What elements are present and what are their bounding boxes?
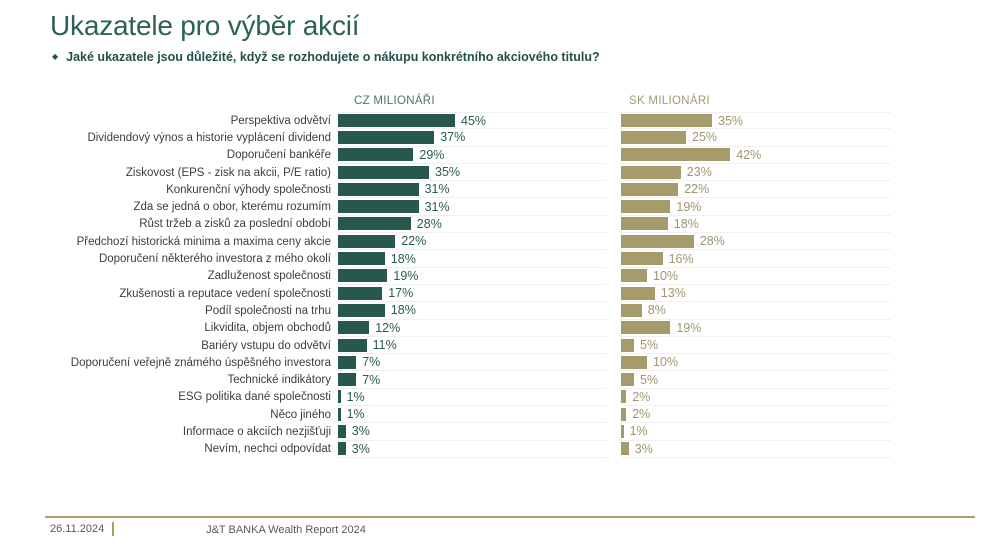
category-label: Technické indikátory (227, 374, 331, 387)
column-gap (606, 129, 621, 146)
cz-bar (338, 321, 369, 334)
sk-value-label: 3% (634, 441, 653, 456)
cz-bar-cell (338, 371, 606, 388)
sk-value-label: 25% (692, 130, 718, 145)
cz-value-label: 17% (388, 286, 414, 301)
cz-bar-cell (338, 285, 606, 302)
sk-bar-cell (621, 320, 891, 337)
cz-column-header: CZ MILIONÁŘI (354, 95, 435, 107)
sk-value-label: 1% (629, 424, 648, 439)
cz-bar (338, 183, 419, 196)
cz-value-label: 35% (435, 165, 461, 180)
footer-report-title: J&T BANKA Wealth Report 2024 (206, 524, 366, 536)
cz-bar (338, 114, 455, 127)
column-gap (606, 285, 621, 302)
column-gap (606, 389, 621, 406)
sk-bar (621, 114, 712, 127)
chart-row (50, 268, 891, 285)
cz-bar-cell (338, 129, 606, 146)
sk-bar-cell (621, 371, 891, 388)
category-label: Bariéry vstupu do odvětví (201, 339, 331, 352)
cz-value-label: 7% (362, 355, 381, 370)
cz-bar (338, 390, 341, 403)
sk-bar-cell (621, 337, 891, 354)
cz-bar (338, 304, 385, 317)
cz-bar (338, 131, 434, 144)
cz-bar (338, 408, 341, 421)
sk-bar-cell (621, 302, 891, 319)
cz-value-label: 11% (372, 338, 397, 352)
cz-bar (338, 148, 413, 161)
category-label: Perspektiva odvětví (230, 114, 331, 127)
chart-row (50, 216, 891, 233)
column-gap (606, 250, 621, 267)
category-label: Předchozí historická minima a maxima ceny akcie (76, 235, 331, 248)
chart-row (50, 285, 891, 302)
sk-bar-cell (621, 181, 891, 198)
cz-bar (338, 217, 411, 230)
sk-bar-cell (621, 250, 891, 267)
sk-bar-cell (621, 268, 891, 285)
column-gap (606, 268, 621, 285)
cz-bar-cell (338, 198, 606, 215)
sk-bar (621, 425, 624, 438)
cz-bar-cell (338, 389, 606, 406)
chart-row (50, 406, 891, 423)
cz-bar (338, 442, 346, 455)
cz-value-label: 1% (346, 407, 365, 422)
column-gap (606, 441, 621, 458)
cz-value-label: 18% (390, 303, 416, 318)
sk-bar-cell (621, 406, 891, 423)
chart-row (50, 164, 891, 181)
sk-bar-cell (621, 389, 891, 406)
category-label: Konkurenční výhody společnosti (166, 183, 331, 196)
sk-bar (621, 217, 668, 230)
category-label: Nevím, nechci odpovídat (204, 443, 331, 456)
subtitle-question: Jaké ukazatele jsou důležité, když se rozhodujete o nákupu konkrétního akciového titulu? (66, 50, 600, 64)
sk-bar-cell (621, 285, 891, 302)
cz-bar-cell (338, 406, 606, 423)
sk-bar-cell (621, 147, 891, 164)
sk-bar-cell (621, 233, 891, 250)
sk-bar-cell (621, 129, 891, 146)
chart-row (50, 337, 891, 354)
footer-divider-tick (112, 522, 114, 536)
chart-row (50, 147, 891, 164)
cz-bar (338, 200, 419, 213)
category-label: Zadluženost společnosti (207, 270, 331, 283)
sk-value-label: 28% (699, 234, 725, 249)
column-gap (606, 302, 621, 319)
sk-value-label: 2% (632, 407, 651, 422)
cz-bar (338, 339, 367, 352)
sk-value-label: 35% (718, 113, 744, 128)
sk-value-label: 23% (686, 165, 712, 180)
column-gap (606, 164, 621, 181)
chart-row (50, 250, 891, 267)
cz-bar-cell (338, 112, 606, 129)
cz-bar (338, 425, 346, 438)
category-label: Dividendový výnos a historie vyplácení dividend (87, 131, 331, 144)
category-label: Doporučení některého investora z mého okolí (98, 253, 331, 266)
sk-bar (621, 269, 647, 282)
cz-bar-cell (338, 423, 606, 440)
sk-value-label: 10% (653, 355, 679, 370)
column-gap (606, 371, 621, 388)
sk-bar-cell (621, 354, 891, 371)
sk-bar (621, 408, 626, 421)
chart-row (50, 302, 891, 319)
sk-bar (621, 235, 694, 248)
cz-bar-cell (338, 181, 606, 198)
cz-value-label: 19% (393, 268, 419, 283)
footer-rule (45, 516, 975, 518)
category-label: ESG politika dané společnosti (178, 391, 331, 404)
sk-column-header: SK MILIONÁRI (629, 95, 710, 107)
cz-bar-cell (338, 441, 606, 458)
subtitle (52, 50, 600, 64)
sk-bar-cell (621, 164, 891, 181)
sk-bar (621, 252, 663, 265)
cz-value-label: 1% (346, 389, 365, 404)
sk-bar-cell (621, 423, 891, 440)
category-label: Doporučení bankéře (226, 149, 331, 162)
column-gap (606, 233, 621, 250)
column-gap (606, 216, 621, 233)
column-gap (606, 320, 621, 337)
column-gap (606, 406, 621, 423)
sk-bar (621, 200, 670, 213)
sk-value-label: 22% (684, 182, 710, 197)
sk-bar-cell (621, 112, 891, 129)
bar-chart (50, 112, 891, 458)
cz-bar-cell (338, 268, 606, 285)
sk-bar (621, 304, 642, 317)
cz-bar (338, 269, 387, 282)
column-gap (606, 181, 621, 198)
chart-row (50, 423, 891, 440)
category-label: Likvidita, objem obchodů (204, 322, 331, 335)
cz-value-label: 31% (424, 182, 450, 197)
chart-row (50, 181, 891, 198)
column-gap (606, 198, 621, 215)
cz-bar-cell (338, 250, 606, 267)
category-label: Ziskovost (EPS - zisk na akcii, P/E ratio) (125, 166, 331, 179)
sk-bar (621, 166, 681, 179)
sk-value-label: 16% (668, 251, 694, 266)
sk-value-label: 2% (632, 389, 651, 404)
column-gap (606, 337, 621, 354)
category-label: Růst tržeb a zisků za poslední období (139, 218, 331, 231)
column-gap (606, 354, 621, 371)
chart-row (50, 354, 891, 371)
sk-value-label: 8% (647, 303, 666, 318)
cz-value-label: 22% (401, 234, 427, 249)
sk-bar (621, 131, 686, 144)
footer-date: 26.11.2024 (50, 523, 105, 535)
chart-row (50, 233, 891, 250)
cz-value-label: 12% (375, 320, 401, 335)
chart-row (50, 112, 891, 129)
sk-value-label: 18% (673, 216, 699, 231)
cz-value-label: 29% (419, 147, 445, 162)
cz-value-label: 18% (390, 251, 416, 266)
chart-row (50, 389, 891, 406)
cz-bar (338, 287, 382, 300)
category-label: Doporučení veřejně známého úspěšného investora (70, 356, 331, 369)
sk-value-label: 5% (640, 338, 659, 352)
sk-bar (621, 339, 634, 352)
category-label: Něco jiného (270, 408, 331, 421)
column-gap (606, 147, 621, 164)
cz-value-label: 37% (440, 130, 466, 145)
cz-value-label: 7% (362, 372, 381, 387)
sk-bar (621, 442, 629, 455)
cz-bar-cell (338, 302, 606, 319)
chart-row (50, 371, 891, 388)
cz-value-label: 31% (424, 199, 450, 214)
chart-row (50, 198, 891, 215)
category-label: Zkušenosti a reputace vedení společnosti (119, 287, 331, 300)
cz-bar-cell (338, 320, 606, 337)
cz-value-label: 3% (351, 441, 370, 456)
sk-value-label: 13% (660, 286, 686, 301)
cz-bar-cell (338, 164, 606, 181)
cz-bar-cell (338, 233, 606, 250)
chart-row (50, 129, 891, 146)
sk-bar (621, 321, 670, 334)
cz-bar (338, 356, 356, 369)
column-gap (606, 423, 621, 440)
diamond-bullet-icon: ◆ (52, 52, 59, 61)
category-label: Informace o akciích nezjišťuji (182, 425, 331, 438)
sk-value-label: 10% (653, 268, 679, 283)
sk-bar (621, 183, 678, 196)
sk-value-label: 5% (640, 372, 659, 387)
sk-value-label: 19% (676, 199, 702, 214)
sk-value-label: 19% (676, 320, 702, 335)
sk-bar-cell (621, 198, 891, 215)
cz-bar-cell (338, 216, 606, 233)
sk-bar (621, 390, 626, 403)
cz-bar-cell (338, 354, 606, 371)
sk-bar (621, 356, 647, 369)
sk-bar (621, 287, 655, 300)
chart-row (50, 320, 891, 337)
cz-value-label: 28% (416, 216, 442, 231)
cz-bar (338, 373, 356, 386)
cz-bar-cell (338, 337, 606, 354)
cz-value-label: 45% (461, 113, 487, 128)
chart-row (50, 441, 891, 458)
cz-bar (338, 252, 385, 265)
sk-bar-cell (621, 441, 891, 458)
cz-bar (338, 166, 429, 179)
sk-value-label: 42% (736, 147, 762, 162)
cz-bar-cell (338, 147, 606, 164)
cz-value-label: 3% (351, 424, 370, 439)
sk-bar-cell (621, 216, 891, 233)
page-title: Ukazatele pro výběr akcií (50, 10, 360, 41)
sk-bar (621, 148, 730, 161)
sk-bar (621, 373, 634, 386)
cz-bar (338, 235, 395, 248)
column-gap (606, 112, 621, 129)
category-label: Podíl společnosti na trhu (205, 304, 331, 317)
category-label: Zda se jedná o obor, kterému rozumím (133, 201, 331, 214)
